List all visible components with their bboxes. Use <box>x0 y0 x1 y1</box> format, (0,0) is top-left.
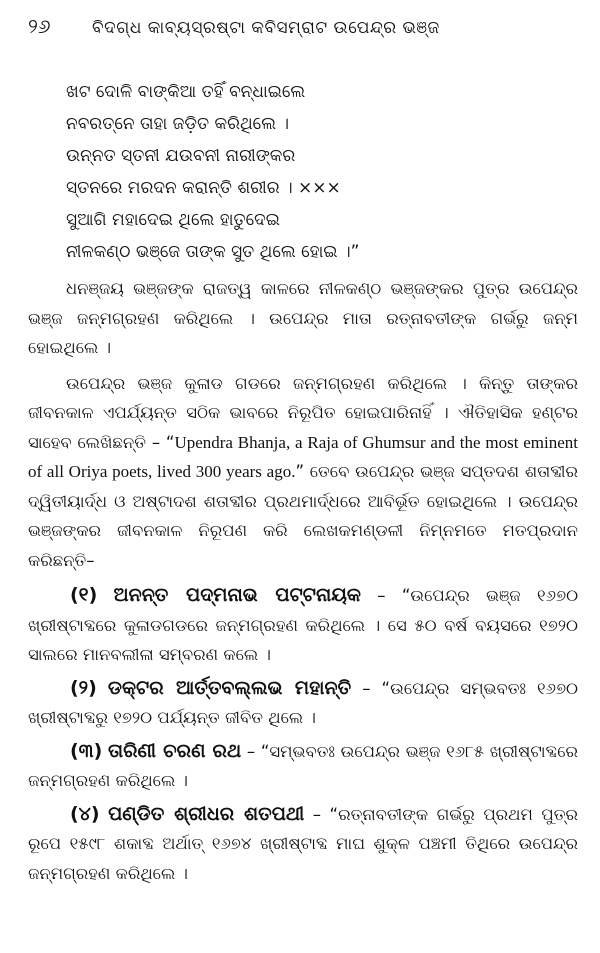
opinion-item <box>28 581 578 670</box>
opinion-author: ଅନନ୍ତ ପଦ୍ମନାଭ ପଟ୍ଟନାୟକ <box>113 584 361 606</box>
opinion-text: – “ରତ୍ନାବତୀଙ୍କ ଗର୍ଭରୁ ପ୍ରଥମ ପୁତ୍ର ରୂପେ ୧୫୯୮ ଶକାବ୍ଦ ଅର୍ଥାତ୍ ୧୬୭୪ ଖ୍ରୀଷ୍ଟାବ୍ଦ ମାଘ ଶୁକ୍ଳ ପଞ୍ଚମୀ ତିଥିରେ ଉପେନ୍ଦ୍ର ଜନ୍ମଗ୍ରହଣ କରିଥିଲେ । <box>28 804 578 883</box>
running-title: ବିଦଗ୍ଧ କାବ୍ୟସ୍ରଷ୍ଟା କବିସମ୍ରାଟ ଉପେନ୍ଦ୍ର ଭଞ୍ଜ <box>92 18 440 38</box>
opinion-text: – “ଉପେନ୍ଦ୍ର ସମ୍ଭବତଃ ୧୬୭୦ ଖ୍ରୀଷ୍ଟାବ୍ଦରୁ ୧୭୨୦ ପର୍ଯ୍ୟନ୍ତ ଜୀବିତ ଥିଲେ । <box>28 678 579 727</box>
paragraph-2-text-b: ” ତେବେ ଉପେନ୍ଦ୍ର ଭଞ୍ଜ ସପ୍ତଦଶ ଶତାବ୍ଦୀର ଦ୍ୱିତୀୟାର୍ଦ୍ଧ ଓ ଅଷ୍ଟାଦଶ ଶତାବ୍ଦୀର ପ୍ରଥମାର୍ଦ୍ଧରେ ଆବିର୍ଭୂତ ହୋଇଥିଲେ । ଉପେନ୍ଦ୍ର ଭଞ୍ଜଙ୍କର ଜୀବନକାଳ ନିରୂପଣ କରି ଲେଖକମଣ୍ଡଳୀ ନିମ୍ନମତେ ମତପ୍ରଦାନ କରିଛନ୍ତି– <box>28 462 578 570</box>
opinion-number: (୧) <box>70 584 98 606</box>
opinion-number: (୩) <box>70 739 103 762</box>
verse-block <box>28 76 578 268</box>
verse-line: ନବରତ୍ନେ ତାହା ଜଡ଼ିତ କରିଥିଲେ । <box>66 114 290 134</box>
hunter-quote: Upendra Bhanja, a Raja of Ghumsur and the most eminent of all Oriya poets, lived 300 years ago. <box>28 432 578 481</box>
paragraph-2-text-a: ଉପେନ୍ଦ୍ର ଭଞ୍ଜ କୁଳାଡ ଗଡରେ ଜନ୍ମଗ୍ରହଣ କରିଥିଲେ । କିନ୍ତୁ ତାଙ୍କର ଜୀବନକାଳ ଏପର୍ଯ୍ୟନ୍ତ ସଠିକ ଭାବରେ ନିରୂପିତ ହୋଇପାରିନାହିଁ । ଐତିହାସିକ ହଣ୍ଟର ସାହେବ ଲେଖିଛନ୍ତି – “ <box>28 373 578 452</box>
opinion-author: ତାରିଣୀ ଚରଣ ରଥ <box>108 739 242 762</box>
verse-line: ନୀଳକଣ୍ଠ ଭଞ୍ଜେ ତାଙ୍କ ସୁତ ଥିଲେ ହୋଇ ।” <box>66 242 360 262</box>
opinion-number: (୪) <box>70 802 100 825</box>
paragraph-1-text: ଧନଞ୍ଜୟ ଭଞ୍ଜଙ୍କ ରାଜତ୍ୱ କାଳରେ ନୀଳକଣ୍ଠ ଭଞ୍ଜଙ୍କର ପୁତ୍ର ଉପେନ୍ଦ୍ର ଭଞ୍ଜ ଜନ୍ମଗ୍ରହଣ କରିଥିଲେ । ଉପେନ୍ଦ୍ର ମାତା ରତ୍ନାବତୀଙ୍କ ଗର୍ଭରୁ ଜନ୍ମ ହୋଇଥିଲେ । <box>28 279 578 357</box>
opinion-item <box>28 800 578 889</box>
opinion-text: – “ସମ୍ଭବତଃ ଉପେନ୍ଦ୍ର ଭଞ୍ଜ ୧୬୮୫ ଖ୍ରୀଷ୍ଟାବ୍ଦରେ ଜନ୍ମଗ୍ରହଣ କରିଥିଲେ । <box>28 741 578 790</box>
opinion-author: ପଣ୍ଡିତ ଶ୍ରୀଧର ଶତପଥୀ <box>108 802 305 825</box>
opinion-author: ଡକ୍ଟର ଆର୍ତ୍ତବଲ୍ଲଭ ମହାନ୍ତି <box>107 676 352 699</box>
verse-line: ସ୍ତନରେ ମରଦନ କରାନ୍ତି ଶରୀର । ××× <box>66 178 341 198</box>
paragraph-1 <box>28 274 578 363</box>
opinion-text: – “ଉପେନ୍ଦ୍ର ଭଞ୍ଜ ୧୬୭୦ ଖ୍ରୀଷ୍ଟାବ୍ଦରେ କୁଳାଡଗଡରେ ଜନ୍ମଗ୍ରହଣ କରିଥିଲେ । ସେ ୫୦ ବର୍ଷ ବୟସରେ ୧୭୨୦ ସାଲରେ ମାନବଲୀଳା ସମ୍ବରଣ କଲେ । <box>28 586 579 664</box>
verse-line: ଖଟ ଦୋଳି ବାଙ୍କିଆ ତହିଁ ବନ୍ଧାଇଲେ <box>66 82 306 102</box>
opinion-item <box>28 674 578 733</box>
opinion-item <box>28 737 578 796</box>
paragraph-2 <box>28 369 578 576</box>
verse-line: ଉନ୍ନତ ସ୍ତନୀ ଯଉବନୀ ନାରୀଙ୍କର <box>66 146 296 166</box>
page-header <box>28 0 578 54</box>
page-number: ୨୬ <box>28 14 51 38</box>
opinions-list <box>28 581 578 888</box>
verse-line: ସୁଆଗି ମହାଦେଇ ଥିଲେ ହାତୁଦେଇ <box>66 210 280 230</box>
opinion-number: (୨) <box>70 676 97 699</box>
